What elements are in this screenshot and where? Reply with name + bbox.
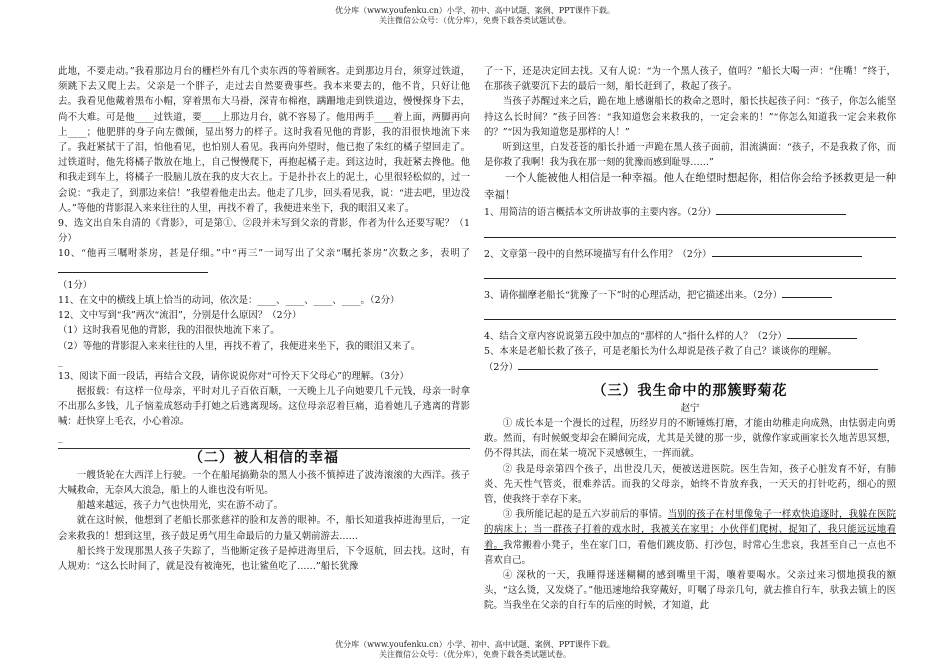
section-3-paragraph-1: ① 成长本是一个漫长的过程，历经岁月的不断锤炼打磨，才能由幼稚走向成熟，由怯弱走向勇敢。然而，有时候蜕变却会在瞬间完成，尤其是关键的那一步，就像作家或画家长久地苦思冥想，仍不得其法，而在某一境况下灵感顿生，一挥而就。 — [484, 418, 896, 460]
question-11: 11、在文中的横线上填上恰当的动词，依次是：____、____、____、____。（2分） — [58, 295, 400, 307]
section-3-paragraph-3-end: 我常搬着小凳子，坐在家门口，看他们跳皮筋、打沙包，时常心生悲哀，我甚至自己一点也不喜欢自己。 — [484, 539, 896, 566]
section-2-paragraph-7: 一个人能被他人相信是一种幸福。他人在绝望时想起你，相信你会给予拯救更是一种幸福！ — [484, 172, 896, 202]
section-3-paragraph-2: ② 我是母亲第四个孩子，出世没几天，便被送进医院。医生告知，孩子心脏发育不好，有肺炎、先天性气管炎，很难养活。而我的父母亲，始终不肯放弃我，一天天的打针吃药，细心的照管，使我终于幸存下来。 — [484, 463, 896, 506]
section-2-paragraph-2: 船越来越远，孩子力气也快用光，实在游不动了。 — [76, 500, 284, 512]
section-3-title: （三）我生命中的那簇野菊花 — [592, 382, 788, 399]
section-2-question-3 — [484, 287, 896, 303]
header-line-2: 关注微信公众号：（优分库），免费下载各类试题试卷。 — [379, 16, 571, 25]
header-line-1: 优分库（www.youfenku.cn）小学、初中、高中试题、案例、PPT课件下载。 — [335, 6, 615, 15]
section-2-paragraph-5: 当孩子苏醒过来之后，跪在地上感谢船长的救命之恩时，船长扶起孩子问：“孩子，你怎么能坚持这么长时间？”孩子回答：“我知道您会来救我的，一定会来的！”“你怎么知道我一定会来救你的？”“因为我知道您是那样的人！” — [484, 96, 896, 138]
question-10-score: （1分） — [58, 279, 93, 291]
question-12-part-2: （2）等他的背影混入来来往往的人里，再找不着了，我便进来坐下，我的眼泪又来了。 — [58, 340, 421, 352]
section-2-paragraph-1: 一艘货轮在大西洋上行驶。一个在船尾搞勤杂的黑人小孩不慎掉进了波涛滚滚的大西洋。孩子大喊救命，无奈风大浪急，船上的人谁也没有听见。 — [58, 469, 470, 497]
answer-blank[interactable] — [787, 328, 857, 339]
right-column — [484, 64, 896, 614]
section-2-title: （二）被人相信的幸福 — [189, 449, 339, 466]
question-13: 13、阅读下面一段话，再结合文段，请你说说你对“可怜天下父母心”的理解。（3分） — [58, 370, 409, 382]
section-2-continued: 了一下，还是决定回去找。又有人说：“为一个黑人孩子，值吗？”船长大喝一声：“住嘴！”终于，在那孩子就要沉下去的最后一刻，船长赶到了，救起了孩子。 — [484, 66, 896, 93]
section-2-paragraph-3: 就在这时候，他想到了老船长那张慈祥的脸和友善的眼神。不，船长知道我掉进海里后，一定会来救我的！想到这里，孩子鼓足勇气用生命最后的力量又朝前游去…… — [58, 515, 470, 542]
answer-blank[interactable] — [712, 246, 862, 257]
page-footer — [0, 640, 950, 660]
section-2-question-2 — [484, 246, 896, 262]
section-3-author: 赵宁 — [680, 402, 700, 414]
question-10-text: 10、“他再三嘱咐茶房，甚是仔细。”中“再三”一词写出了父亲“嘱托茶房”次数之多，表明了 — [58, 248, 470, 260]
section-2-question-4-text: 4、结合文章内容说说第五段中加点的“那样的人”指什么样的人？（2分） — [484, 331, 787, 343]
page-header — [0, 6, 950, 26]
section-2-question-5-score-text: （2分） — [484, 362, 519, 374]
section-divider — [58, 448, 470, 449]
answer-line[interactable] — [484, 309, 896, 320]
answer-line[interactable]: _ — [58, 355, 63, 367]
question-12: 12、文中写到“我”两次“流泪”，分别是什么原因？（2分） — [58, 310, 302, 322]
section-2-question-1 — [484, 204, 896, 220]
section-3-paragraph-3 — [484, 507, 896, 568]
question-9: 9、选文出自朱自清的《背影》，可是第①、②段并未写到父亲的背影，作者为什么还要写呢？（1分） — [58, 218, 470, 245]
question-10 — [58, 246, 470, 277]
section-2-paragraph-4: 船长终于发现那黑人孩子失踪了，当他断定孩子是掉进海里后，下令返航，回去找。这时，有人规劝：“这么长时间了，就是没有被淹死，也让鲨鱼吃了……”船长犹豫 — [58, 545, 470, 573]
section-3-paragraph-4: ④ 深秋的一天，我睡得迷迷糊糊的感到嘴里干渴，嚷着要喝水。父亲过来习惯地摸我的额头，“这么烫，又发烧了。”他迅速地给我穿戴好，叮嘱了母亲几句，就去推自行车，驮我去镇上的医院。当我坐在父亲的自行车的后座的时候，才知道，此 — [484, 570, 896, 612]
question-13-material: 据报载：有这样一位母亲，平时对儿子百依百顺，一天晚上儿子向她要几千元钱，母亲一时拿不出那么多钱，儿子恼羞成怒动手打她之后逃离现场。这位母亲忍着巨痛，追着她儿子逃离的背影喊：赶快穿上毛衣，小心着凉。 — [58, 386, 470, 428]
section-3-paragraph-3-start: ③ 我所能记起的是五六岁前后的事情。 — [502, 509, 668, 521]
answer-blank[interactable] — [58, 262, 208, 273]
section-2-question-1-text: 1、用简洁的语言概括本文所讲故事的主要内容。（2分） — [484, 207, 717, 219]
footer-line-1: 优分库（www.youfenku.cn）小学、初中、高中试题、案例、PPT课件下载。 — [335, 640, 615, 649]
answer-blank[interactable] — [716, 204, 846, 215]
left-column — [58, 64, 470, 574]
answer-line[interactable] — [484, 227, 896, 238]
section-2-question-4 — [484, 328, 896, 344]
section-2-question-5-score — [484, 359, 896, 375]
answer-blank[interactable] — [518, 359, 878, 370]
section-2-question-3-text: 3、请你揣摩老船长“犹豫了一下”时的心理活动，把它描述出来。（2分） — [484, 289, 783, 301]
answer-line[interactable]: _ — [58, 431, 63, 443]
underlined-sentence: 当别的孩子在村里像兔子一样欢快追逐时，我躲在医院的病床上；当一群孩子打着的戏水时，我被关在家里；小伙伴们爬树、捉知了，我只能远远地看着。 — [484, 509, 896, 551]
question-12-part-1: （1）这时我看见他的背影，我的泪很快地流下来了。 — [58, 325, 280, 337]
section-2-question-5: 5、本来是老船长救了孩子，可是老船长为什么却说是孩子救了自己？谈谈你的理解。 — [484, 346, 837, 358]
footer-line-2: 关注微信公众号：（优分库），免费下载各类试题试卷。 — [379, 650, 571, 659]
beiying-passage: 此地，不要走动。”我看那边月台的栅栏外有几个卖东西的等着顾客。走到那边月台，须穿过铁道，须跳下去又爬上去。父亲是一个胖子，走过去自然要费事些。我本来要去的，他不肯，只好让他去。我看见他戴着黑布小帽，穿着黑布大马褂，深青布棉袍，蹒跚地走到铁道边，慢慢探身下去，尚不大难。可是他____过铁道，要____上那边月台，就不容易了。他用两手____着上面，两脚再向上____；他肥胖的身子向左微倾，显出努力的样子。这时我看见他的背影，我的泪很快地流下来了。我赶紧拭干了泪，怕他看见，也怕别人看见。我再向外望时，他已抱了朱红的橘子望回走了。过铁道时，他先将橘子散放在地上，自己慢慢爬下，再抱起橘子走。到这边时，我赶紧去搀他。他和我走到车上，将橘子一股脑儿放在我的皮大衣上。于是扑扑衣上的泥土，心里很轻松似的，过一会说：“我走了，到那边来信！”我望着他走出去。他走了几步，回头看见我，说：“进去吧，里边没人。”等他的背影混入来来往往的人里，再找不着了，我便进来坐下，我的眼泪又来了。 — [58, 66, 470, 214]
section-2-question-2-text: 2、文章第一段中的自然环境描写有什么作用？（2分） — [484, 248, 712, 260]
section-2-paragraph-6: 听到这里，白发苍苍的船长扑通一声跪在黑人孩子面前，泪流满面：“孩子，不是我救了你，而是你救了我啊！我为我在那一刻的犹豫而感到耻辱……” — [484, 142, 896, 169]
answer-blank[interactable] — [782, 287, 832, 298]
answer-line[interactable] — [484, 268, 896, 279]
